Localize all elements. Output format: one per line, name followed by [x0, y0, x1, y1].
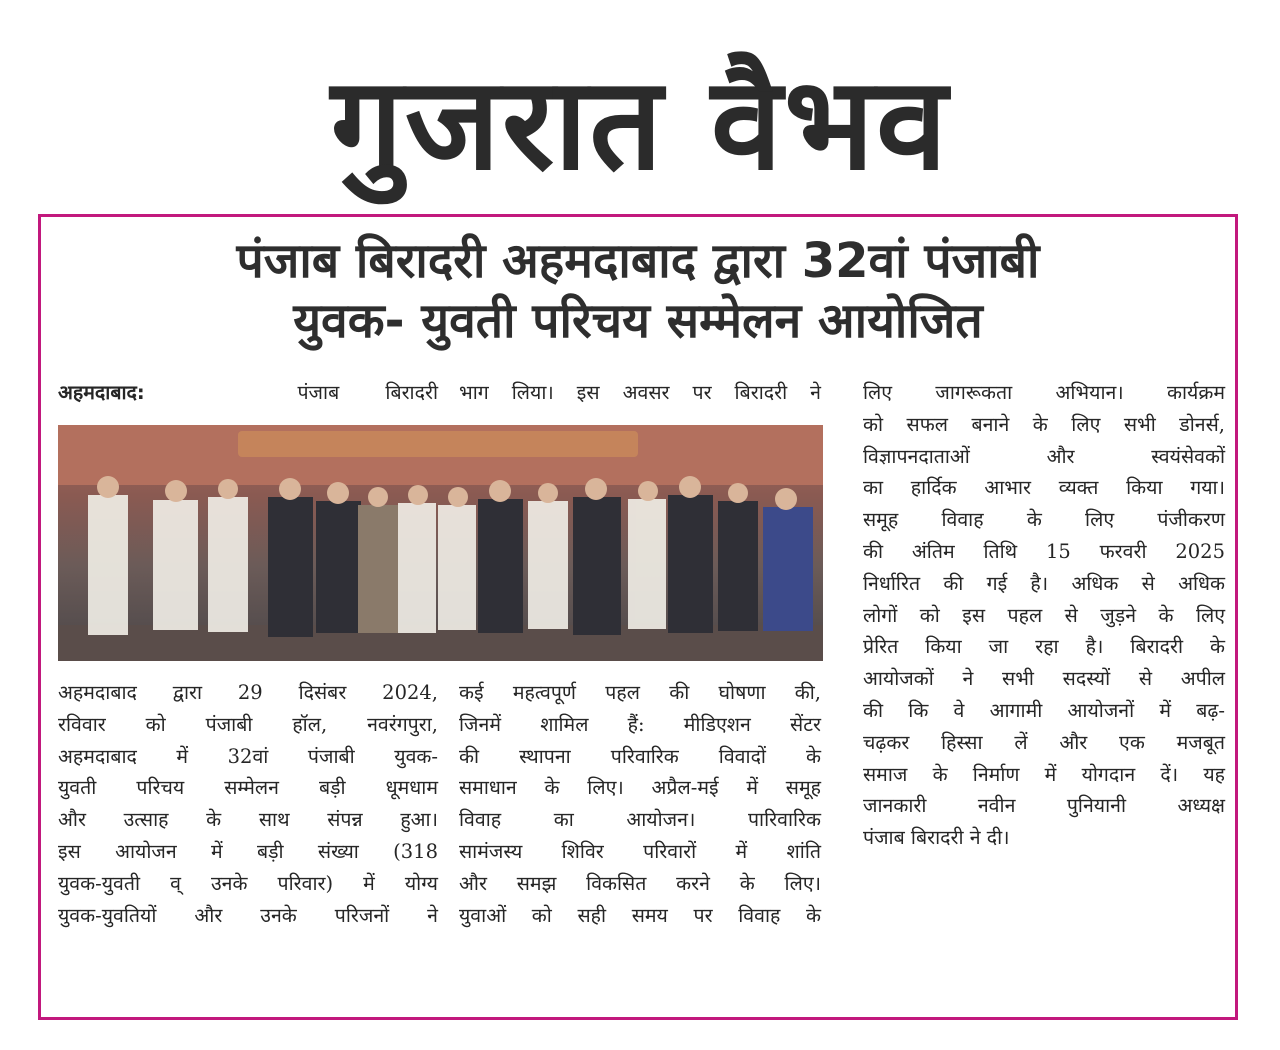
col3-line: लोगों को इस पहल से जुड़ने के लिए: [863, 603, 1225, 627]
masthead-title: गुजरात वैभव: [330, 50, 950, 199]
col2-line: सामंजस्य शिविर परिवारों में शांति: [459, 839, 821, 863]
col3-line: को सफल बनाने के लिए सभी डोनर्स,: [863, 412, 1225, 436]
article-headline: [41, 231, 1235, 351]
col2-top-line: भाग लिया। इस अवसर पर बिरादरी ने: [459, 381, 821, 404]
col3-line: प्रेरित किया जा रहा है। बिरादरी के: [863, 635, 1225, 659]
col3-line: जानकारी नवीन पुनियानी अध्यक्ष: [863, 794, 1225, 818]
col1-line: युवक-युवतियों और उनके परिजनों ने: [58, 903, 438, 927]
col3-line: समूह विवाह के लिए पंजीकरण: [863, 508, 1225, 532]
col2-line: की स्थापना परिवारिक विवादों के: [459, 744, 821, 768]
col3-line: निर्धारित की गई है। अधिक से अधिक: [863, 571, 1225, 595]
headline-line-1: पंजाब बिरादरी अहमदाबाद द्वारा 32वां पंजाबी: [236, 233, 1040, 289]
article-frame: [38, 214, 1238, 1020]
masthead: [0, 40, 1280, 210]
column-1: [58, 677, 438, 931]
col3-line: की अंतिम तिथि 15 फरवरी 2025: [863, 539, 1225, 563]
column-3: [863, 377, 1225, 854]
col1-top-text: पंजाब बिरादरी: [297, 381, 438, 404]
col3-line: लिए जागरूकता अभियान। कार्यक्रम: [863, 381, 1225, 404]
col1-line: युवती परिचय सम्मेलन बड़ी धूमधाम: [58, 776, 438, 800]
group-photo: [58, 425, 823, 661]
col1-line: रविवार को पंजाबी हॉल, नवरंगपुरा,: [58, 712, 438, 736]
col2-line: विवाह का आयोजन। पारिवारिक: [459, 808, 821, 832]
col1-line: और उत्साह के साथ संपन्न हुआ।: [58, 808, 438, 832]
col2-line: कई महत्वपूर्ण पहल की घोषणा की,: [459, 681, 821, 704]
column-2: [459, 677, 821, 931]
col3-line: चढ़कर हिस्सा लें और एक मजबूत: [863, 730, 1225, 754]
col3-line: विज्ञापनदाताओं और स्वयंसेवकों: [863, 444, 1225, 468]
headline-line-2: युवक- युवती परिचय सम्मेलन आयोजित: [293, 293, 983, 349]
col1-top: [58, 377, 438, 409]
col3-line: पंजाब बिरादरी ने दी।: [863, 826, 1010, 850]
col2-line: और समझ विकसित करने के लिए।: [459, 871, 821, 895]
col3-line: समाज के निर्माण में योगदान दें। यह: [863, 762, 1225, 786]
col3-line: की कि वे आगामी आयोजनों में बढ़-: [863, 698, 1225, 722]
col2-line: समाधान के लिए। अप्रैल-मई में समूह: [459, 776, 821, 800]
col1-line: युवक-युवती व् उनके परिवार) में योग्य: [58, 871, 438, 895]
dateline: अहमदाबाद:: [58, 381, 145, 404]
col1-line: अहमदाबाद द्वारा 29 दिसंबर 2024,: [58, 681, 438, 704]
col2-line: युवाओं को सही समय पर विवाह के: [459, 903, 821, 927]
col3-line: का हार्दिक आभार व्यक्त किया गया।: [863, 476, 1225, 500]
col1-line: इस आयोजन में बड़ी संख्या (318: [58, 839, 438, 863]
col2-top: [459, 377, 821, 409]
col2-line: जिनमें शामिल हैं: मीडिएशन सेंटर: [459, 712, 821, 736]
col3-line: आयोजकों ने सभी सदस्यों से अपील: [863, 667, 1225, 691]
col1-line: अहमदाबाद में 32वां पंजाबी युवक-: [58, 744, 438, 768]
